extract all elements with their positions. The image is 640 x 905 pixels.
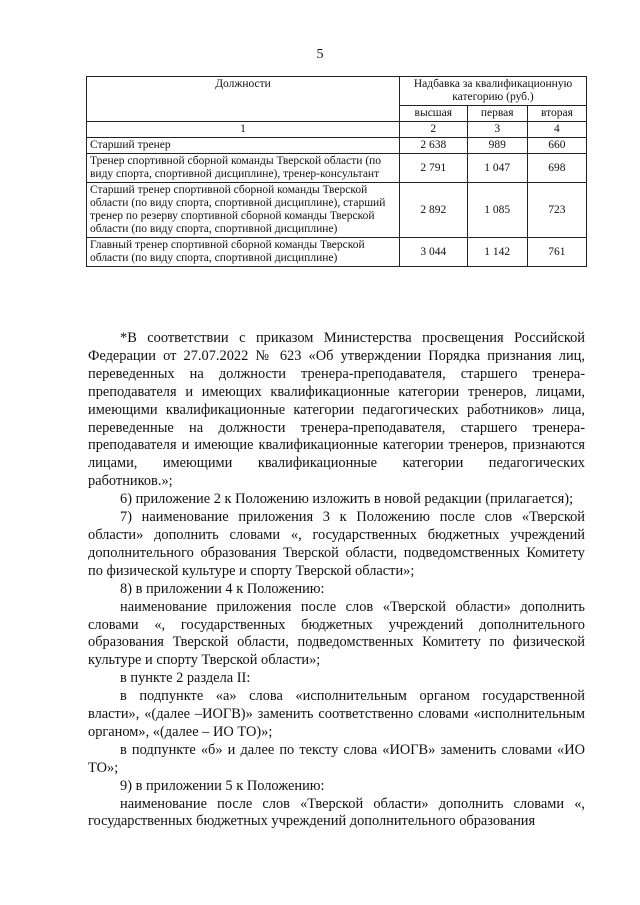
paragraph-item-9: 9) в приложении 5 к Положению: (120, 777, 325, 794)
category-highest: высшая (400, 106, 468, 122)
category-first: первая (467, 106, 527, 122)
position-cell: Главный тренер спортивной сборной команды Тверской области (по виду спорта, спортивной дисциплине) (87, 238, 400, 267)
position-cell: Старший тренер спортивной сборной команды Тверской области (по виду спорта, спортивной дисциплине), старший тренер по резерву спортивной сборной команды Тверской области (по виду спорта, спортивной дисциплине) (87, 183, 400, 238)
value-cell: 3 044 (400, 238, 468, 267)
page-number: 5 (316, 47, 324, 62)
document-body (88, 330, 585, 831)
table-header-row (87, 77, 587, 106)
value-cell: 723 (527, 183, 586, 238)
column-number: 2 (400, 122, 468, 138)
table-column-numbers-row (87, 122, 587, 138)
paragraph-item-6: 6) приложение 2 к Положению изложить в новой редакции (прилагается); (120, 491, 574, 508)
value-cell: 698 (527, 154, 586, 183)
paragraph-item-8-name: наименование приложения после слов «Тверской области» дополнить словами «, государственных бюджетных учреждений дополнительного образования Тверской области, подведомственных Комитету по физической культуре и спорту Тверской области»; (88, 598, 585, 669)
header-position: Должности (87, 77, 400, 122)
value-cell: 2 892 (400, 183, 468, 238)
value-cell: 1 047 (467, 154, 527, 183)
paragraph-item-9-name: наименование после слов «Тверской области» дополнить словами «, государственных бюджетных учреждений дополнительного образования (88, 795, 585, 830)
footnote-paragraph: *В соответствии с приказом Министерства просвещения Российской Федерации от 27.07.2022 № 623 «Об утверждении Порядка признания лиц, переведенных на должности тренера-преподавателя, старшего тренера-преподавателя и имеющих квалификационные категории тренеров, лицами, имеющими квалификационные категории педагогических работников» лица, переведенные на должности тренера-преподавателя, старшего тренера-преподавателя и имеющие квалификационные категории тренеров, признаются лицами, имеющими квалификационные категории педагогических работников.»; (88, 330, 585, 490)
value-cell: 2 638 (400, 138, 468, 154)
table-row (87, 183, 587, 238)
table-row (87, 238, 587, 267)
paragraph-item-8: 8) в приложении 4 к Положению: (120, 580, 325, 597)
position-cell: Тренер спортивной сборной команды Тверской области (по виду спорта, спортивной дисциплине), тренер-консультант (87, 154, 400, 183)
value-cell: 2 791 (400, 154, 468, 183)
category-second: вторая (527, 106, 586, 122)
position-cell: Старший тренер (87, 138, 400, 154)
value-cell: 1 085 (467, 183, 527, 238)
column-number: 1 (87, 122, 400, 138)
paragraph-item-8-subpoint-a: в подпункте «а» слова «исполнительным органом государственной власти», «(далее –ИОГВ)» заменить соответственно словами «исполнительным органом», «(далее – ИО ТО)»; (88, 688, 585, 740)
value-cell: 989 (467, 138, 527, 154)
qualification-bonus-table (86, 76, 587, 267)
table-row (87, 154, 587, 183)
header-bonus: Надбавка за квалификационную категорию (руб.) (400, 77, 587, 106)
value-cell: 761 (527, 238, 586, 267)
paragraph-item-7: 7) наименование приложения 3 к Положению после слов «Тверской области» дополнить словами «, государственных бюджетных учреждений дополнительного образования Тверской области, подведомственных Комитету по физической культуре и спорту Тверской области»; (88, 509, 585, 579)
value-cell: 1 142 (467, 238, 527, 267)
paragraph-item-8-point-2: в пункте 2 раздела II: (120, 670, 251, 687)
table-row (87, 138, 587, 154)
column-number: 4 (527, 122, 586, 138)
value-cell: 660 (527, 138, 586, 154)
paragraph-item-8-subpoint-b: в подпункте «б» и далее по тексту слова «ИОГВ» заменить словами «ИО ТО»; (88, 741, 585, 776)
column-number: 3 (467, 122, 527, 138)
